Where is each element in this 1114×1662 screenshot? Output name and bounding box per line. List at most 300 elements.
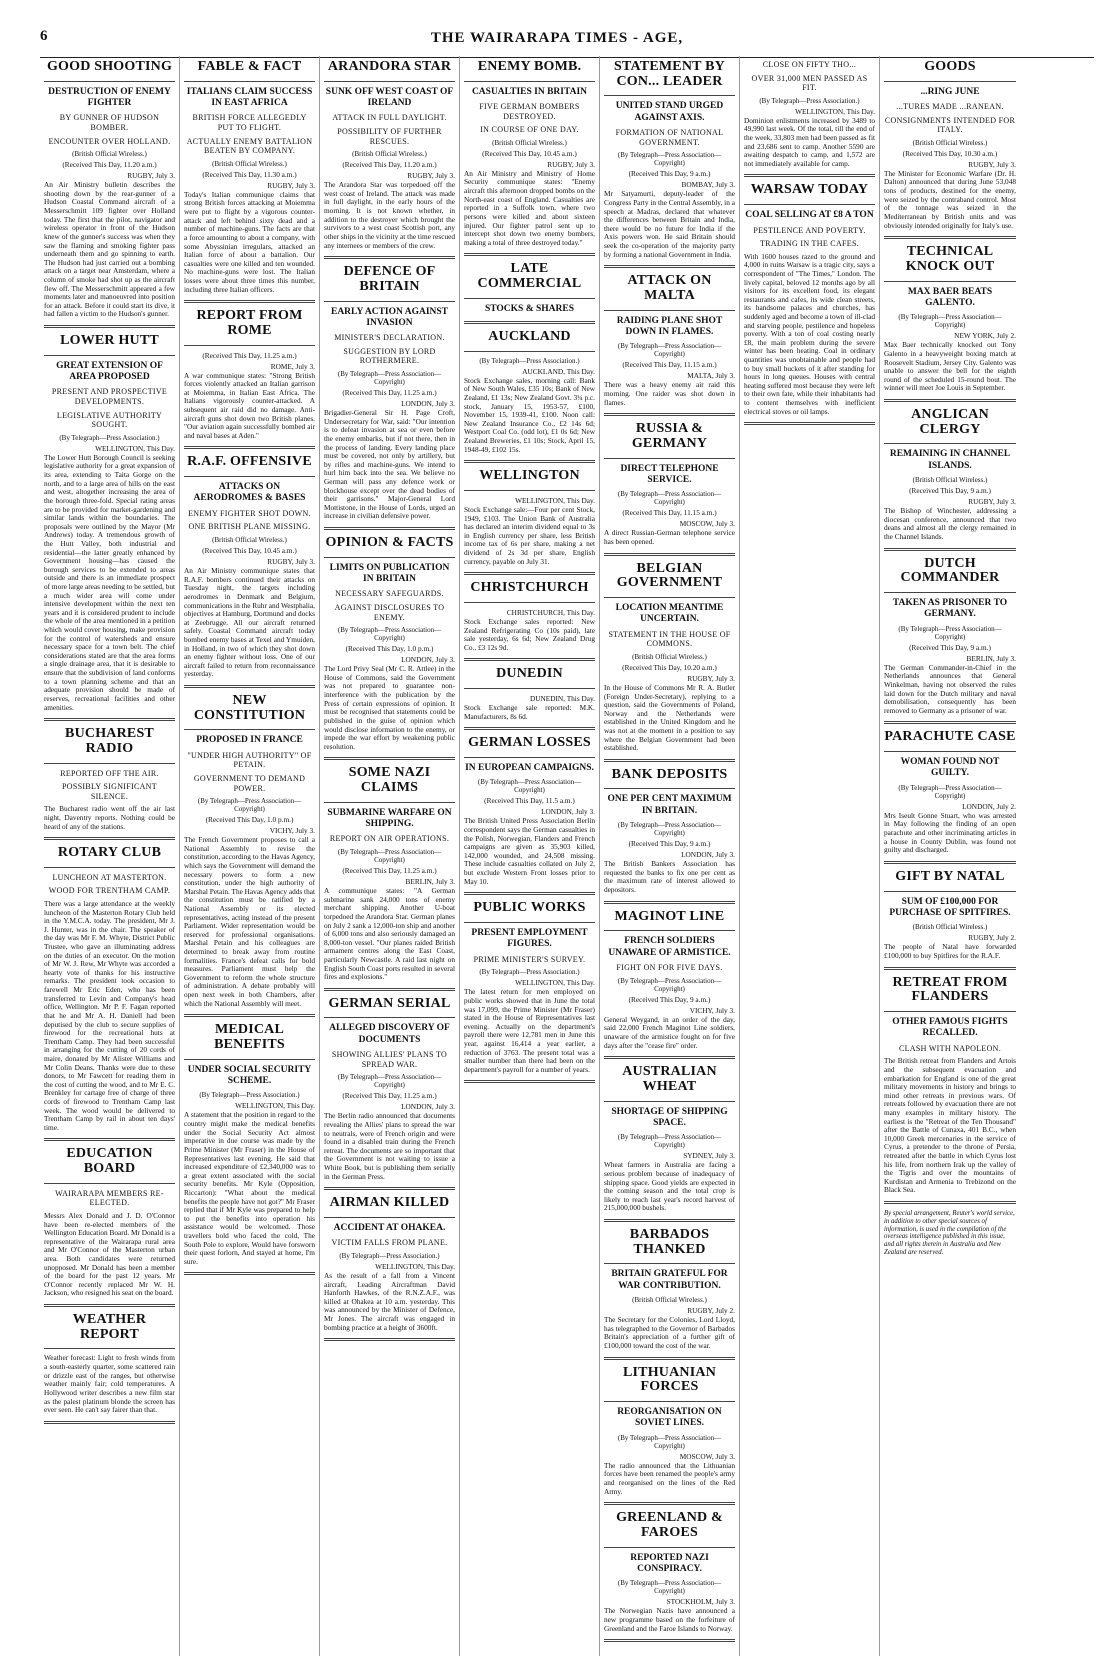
article-source: (British Official Wireless.)	[352, 150, 427, 159]
article-separator	[464, 658, 595, 661]
headline-rule	[884, 1011, 1016, 1012]
article	[324, 766, 455, 981]
article-headline: MEDICAL BENEFITS	[214, 1022, 285, 1052]
article-separator	[44, 1138, 175, 1141]
article	[604, 1511, 735, 1633]
column-6	[740, 56, 880, 1656]
article-headline: PUBLIC WORKS	[473, 900, 586, 916]
article-received: (Received This Day, 9 a.m.)	[909, 486, 991, 496]
article	[464, 736, 595, 886]
headline-rule	[44, 1183, 175, 1184]
article-subheadline: TAKEN AS PRISONER TO GERMANY.	[892, 597, 1008, 620]
article-headline: RUSSIA & GERMANY	[631, 421, 708, 451]
article-separator	[744, 174, 875, 177]
article-deck: STATEMENT IN THE HOUSE OF COMMONS.	[608, 629, 731, 649]
article	[464, 330, 595, 454]
article-deck: REPORTED OFF THE AIR.	[60, 768, 159, 778]
article-source: (British Official Wireless.)	[632, 652, 707, 661]
article-dateline: RUGBY, July 3.	[267, 557, 315, 567]
headline-rule	[324, 301, 455, 302]
article-deck: FIGHT ON FOR FIVE DAYS.	[616, 963, 723, 973]
article-headline: RETREAT FROM FLANDERS	[892, 974, 1008, 1005]
article-body: Mrs Iseult Gonne Stuart, who was arrested in May following the finding of an open parachute and other incriminating articles in a house in County Dublin, was found not guilty and discharged.	[884, 810, 1016, 855]
article-source: (By Telegraph—Press Association—Copyright)	[197, 797, 302, 814]
article-headline: TECHNICAL KNOCK OUT	[905, 244, 995, 274]
article-headline: LOWER HUTT	[60, 333, 159, 348]
article-separator	[744, 422, 875, 425]
article-headline: EDUCATION BOARD	[66, 1146, 153, 1177]
headline-rule	[464, 490, 595, 491]
headline-rule	[184, 476, 315, 477]
article-body: The people of Natal have forwarded £100,000 to buy Spitfires for the R.A.F.	[884, 942, 1016, 960]
article-body: Weather forecast: Light to fresh winds from a south-easterly quarter, some scattered rain or drizzle east of the ranges, but otherwise weather mainly fair; cold temperatures. A Hollywood writer describes a new film star as the palest platinum blonde the screen has ever seen. He can't say fairer than that.	[44, 1353, 175, 1415]
article-received: (Received This Day, 11.15 a.m.)	[622, 508, 717, 518]
article-separator	[324, 757, 455, 760]
article-source: (By Telegraph—Press Association—Copyright)	[617, 1133, 722, 1150]
article-dateline: RUGBY, July 3.	[127, 171, 175, 181]
article-body: The latest return for men employed on public works showed that in June the total was 17,099, the Prime Minister (Mr Fraser) stated in the House of Representatives last evening. Actually on the department's payroll there were 12,781 men in June this year, against 16,414 a year earlier, a reduction of 3763. The present total was a smaller number than there had been on the department's payroll for a number of years.	[464, 987, 595, 1074]
article-headline: REPORT FROM ROME	[196, 308, 303, 338]
article-source: (By Telegraph—Press Association—Copyright)	[337, 370, 442, 387]
article-headline: BUCHAREST RADIO	[65, 726, 154, 756]
article-body: The Berlin radio announced that documents revealing the Allies' plans to spread the war to neutrals, were of French origin and were found in a disabled train during the French retreat. The documents are so important that the Government is not waiting to issue a White Book, but is publishing them serially in the German Press.	[324, 1111, 455, 1181]
article-deck: ATTACK IN FULL DAYLIGHT.	[332, 113, 447, 123]
article-headline: AUCKLAND	[488, 329, 571, 345]
article-source: (British Official Wireless.)	[632, 1296, 707, 1305]
article-dateline: NEW YORK, July 2.	[954, 331, 1016, 341]
article-body: Mr Satyamurti, deputy-leader of the Congress Party in the Central Assembly, in a speech at Madras, declared that whatever the differences between Britain and India, there would be no future for India if the Axis powers won. He said Britain should seek the co-operation of the majority party by forming a national Government in India.	[604, 189, 735, 259]
article-separator	[884, 967, 1016, 970]
article-body: Messrs Alex Donald and J. D. O'Connor have been re-elected members of the Wellington Education Board. Mr Donald is a representative of the Wairarapa rural area and Mr O'Connor of the Masterton urban area. Both candidates were returned unopposed. Mr Donald has been a member of the board for the past 12 years. Mr O'Connor recently replaced Mr W. H. Jackson, who resigned his seat on the board.	[44, 1211, 175, 1298]
article-body: The Arandora Star was torpedoed off the west coast of Ireland. The attack was made in full daylight, in the early hours of the morning. It is not known whether, in addition to the destroyer which brought the survivors to a west coast Scottish port, any other ships in the vicinity at the time rescued any internees or members of the crew.	[324, 180, 455, 250]
article-deck: CLASH WITH NAPOLEON.	[898, 1043, 1002, 1053]
headline-rule	[464, 688, 595, 689]
article-deck-secondary: WOOD FOR TRENTHAM CAMP.	[48, 886, 171, 896]
article-source: (By Telegraph—Press Association.)	[59, 433, 160, 442]
article-received: (Received This Day, 9 a.m.)	[628, 839, 711, 849]
article-deck: "UNDER HIGH AUTHORITY" OF PETAIN.	[187, 750, 312, 770]
article-dateline: LONDON, July 3.	[401, 399, 455, 409]
article-deck-secondary: AGAINST DISCLOSURES TO ENEMY.	[334, 603, 445, 622]
article-dateline: WELLINGTON, This Day.	[515, 495, 595, 505]
article-separator	[44, 325, 175, 328]
headline-rule	[884, 891, 1016, 892]
headline-rule	[604, 310, 735, 311]
article-body: The radio announced that the Lithuanian forces have been renamed the people's army and reorganised on the lines of the Red Army.	[604, 1460, 735, 1496]
article-separator	[324, 1338, 455, 1341]
column-4	[460, 56, 600, 1656]
article-deck: PRIME MINISTER'S SURVEY.	[473, 954, 586, 964]
headline-rule	[884, 281, 1016, 282]
article-source: (By Telegraph—Press Association—Copyright)	[617, 821, 722, 838]
headline-rule	[184, 345, 315, 346]
article-received: (Received This Day, 11.25 a.m.)	[342, 1091, 437, 1101]
article	[324, 997, 455, 1182]
article-dateline: RUGBY, July 2.	[968, 933, 1016, 943]
article-subheadline: SHORTAGE OF SHIPPING SPACE.	[611, 1106, 728, 1128]
article	[604, 1065, 735, 1213]
article	[464, 667, 595, 721]
article-subheadline: REPORTED NAZI CONSPIRACY.	[630, 1552, 709, 1574]
article	[604, 562, 735, 753]
article-separator	[604, 553, 735, 556]
article-deck-secondary: CONSIGNMENTS INTENDED FOR ITALY.	[884, 115, 1016, 135]
article-body: The Lord Privy Seal (Mr C. R. Attlee) in the House of Commons, said the Government was not prepared to guarantee non-interference with the publication by the Press of certain expressions of opinion. It must be recognised that statements could be published in the guise of opinion which would disclose information to the enemy, or impede the war effort by weakening public resolution.	[324, 664, 455, 751]
headline-rule	[464, 351, 595, 352]
article-dateline: BOMBAY, July 3.	[681, 180, 735, 190]
article-separator	[604, 1502, 735, 1505]
article	[44, 727, 175, 831]
headline-rule	[324, 802, 455, 803]
article-separator	[184, 446, 315, 449]
column-7	[880, 56, 1020, 1656]
article	[44, 334, 175, 712]
article-headline: LATE COMMERCIAL	[477, 261, 582, 292]
article-received: (Received This Day, 9 a.m.)	[628, 994, 711, 1004]
article-deck-secondary: POSSIBLY SIGNIFICANT SILENCE.	[62, 782, 157, 801]
article-deck-secondary: SUGGESTION BY LORD ROTHERMERE.	[343, 346, 436, 366]
article-separator	[604, 1219, 735, 1222]
article-headline: BARBADOS THANKED	[629, 1227, 710, 1257]
article-received: (Received This Day, 11.25 a.m.)	[342, 866, 437, 876]
article-dateline: VICHY, July 3.	[269, 826, 315, 836]
article-subheadline: DIRECT TELEPHONE SERVICE.	[620, 463, 719, 485]
article-separator	[184, 1272, 315, 1275]
article	[604, 1228, 735, 1351]
article-dateline: RUGBY, July 3.	[547, 159, 595, 169]
article	[464, 581, 595, 652]
article-dateline: LONDON, July 2.	[962, 801, 1016, 811]
article-headline: DUNEDIN	[496, 666, 563, 682]
article-source: (British Official Wireless.)	[912, 923, 988, 932]
article-source: (By Telegraph—Press Association.)	[479, 968, 580, 977]
headline-rule	[744, 204, 875, 205]
article-dateline: MALTA, July 3.	[687, 371, 735, 381]
article-dateline: WELLINGTON, This Day.	[235, 1101, 315, 1111]
article-headline: GOOD SHOOTING	[46, 59, 173, 74]
article-dateline: LONDON, July 3.	[401, 655, 455, 665]
article-body: Stock Exchange sales reported: New Zealand Refrigerating Co (10s paid), late sale yesterday, 6s 6d; New Zealand Drug Co., £3 12s 9d.	[464, 616, 595, 652]
article-headline: GOODS	[924, 59, 976, 74]
article-body: Stock Exchange sales, morning call: Bank of New South Wales, £35 10s; Bank of New Zealand, £1 13s; New Zealand Govt. 3¼ p.c. stock, January 15, 1953-57, £100, November 15, 1939-41, £100. Noon call: New Zealand Insurance Co., £2 14s 6d; Westport Coal Co. (odd lot), £1 0s 6d; New Zealand Breweries, £1 10s; Stock, April 15, 1948-49, £102 15s.	[464, 375, 595, 454]
masthead	[0, 0, 1114, 48]
article-source: (By Telegraph—Press Association—Copyright)	[898, 313, 1002, 330]
article-headline: ANGLICAN CLERGY	[911, 406, 989, 437]
article-headline: SOME NAZI CLAIMS	[348, 765, 431, 796]
article-body: An Air Ministry and Ministry of Home Security communique states: "Enemy aircraft this afternoon dropped bombs on the North-east coast of England. Casualties are reported in a Suffolk town, where two persons were killed and about sixteen injured. Our fighter patrol sent up to intercept shot down two enemy bombers, making a total of three destroyed today."	[464, 168, 595, 247]
article-body: Max Baer technically knocked out Tony Galento in a heavyweight boxing match at Roosevelt Stadium, Jersey City. Galento was unable to answer the bell for the eighth round of the scheduled 15-round bout. The winner will meet Joe Louis in September.	[884, 340, 1016, 393]
article	[604, 422, 735, 546]
article-deck: WAIRARAPA MEMBERS RE-ELECTED.	[55, 1188, 164, 1208]
article-separator	[324, 256, 455, 259]
article-body: The British Bankers Association has requested the banks to fix one per cent as the maximum rate of interest allowed to depositors.	[604, 859, 735, 895]
article-headline: ROTARY CLUB	[57, 845, 162, 861]
headline-rule	[44, 1348, 175, 1349]
article-subheadline: CASUALTIES IN BRITAIN	[471, 86, 588, 97]
article-separator	[464, 460, 595, 463]
headline-rule	[44, 867, 175, 868]
article-deck: VICTIM FALLS FROM PLANE.	[331, 1238, 448, 1248]
article-headline: DEFENCE OF BRITAIN	[343, 264, 436, 294]
article-headline: BELGIAN GOVERNMENT	[616, 560, 723, 591]
article-source: (British Official Wireless.)	[912, 476, 988, 485]
article-source: (By Telegraph—Press Association.)	[199, 1091, 300, 1100]
article-subheadline: EARLY ACTION AGAINST INVASION	[330, 306, 449, 328]
article-subheadline: COAL SELLING AT £8 A TON	[745, 210, 874, 221]
article-separator	[604, 413, 735, 416]
article-deck: REPORT ON AIR OPERATIONS.	[329, 834, 450, 844]
article	[884, 730, 1016, 855]
article	[884, 408, 1016, 542]
headline-rule	[604, 930, 735, 931]
article-deck: NECESSARY SAFEGUARDS.	[335, 589, 444, 599]
reuters-notice: By special arrangement, Reuter's world service, in addition to other special sources of information, is used in the compilation of the overseas intelligence published in this issue, and all rights therein in Australia and New Zealand are reserved.	[884, 1210, 1015, 1257]
article-source: (By Telegraph—Press Association—Copyright)	[337, 1073, 442, 1090]
article-deck-secondary: LEGISLATIVE AUTHORITY SOUGHT.	[56, 410, 163, 430]
article-headline: MAGINOT LINE	[614, 908, 725, 924]
article-headline: ARANDORA STAR	[327, 59, 452, 74]
article-body: The Bishop of Winchester, addressing a diocesan conference, announced that two deans and almost all the clergy remained in the Channel Islands.	[884, 506, 1016, 541]
article-source: (By Telegraph—Press Association—Copyright)	[477, 778, 582, 795]
headline-rule	[884, 751, 1016, 752]
article-body: A direct Russian-German telephone service has been opened.	[604, 528, 735, 546]
article-separator	[464, 892, 595, 895]
article-subheadline: MAX BAER BEATS GALENTO.	[907, 286, 993, 308]
article-headline: AIRMAN KILLED	[329, 1195, 450, 1211]
article-separator	[464, 572, 595, 575]
article-deck: PESTILENCE AND POVERTY.	[753, 225, 866, 235]
article-source: (By Telegraph—Press Association—Copyright)	[617, 1579, 722, 1596]
article-dateline: LONDON, July 3.	[681, 850, 735, 860]
article-source: (By Telegraph—Press Association.)	[479, 356, 580, 365]
article-dateline: RUGBY, July 3.	[407, 171, 455, 181]
headline-rule	[604, 1401, 735, 1402]
article	[464, 469, 595, 566]
headline-rule	[464, 757, 595, 758]
article-subheadline: SUNK OFF WEST COAST OF IRELAND	[325, 86, 454, 109]
article	[604, 274, 735, 407]
article-source: (British Official Wireless.)	[212, 159, 287, 168]
article-separator	[604, 1639, 735, 1642]
article-subheadline: FRENCH SOLDIERS UNAWARE OF ARMISTICE.	[608, 936, 731, 958]
article-headline: AUSTRALIAN WHEAT	[622, 1064, 717, 1094]
article-body: An Air Ministry bulletin describes the shooting down by the rear-gunner of a Hudson Coastal Command aircraft of a Messerschmitt 109 fighter over Holland today. The first that the pilot, navigator and wireless operator in front of the Hudson knew of the gunner's success was when they saw the flaming and smoking fighter pass underneath them and go spinning to earth. The Hudson had just carried out a bombing attack on a target near Amsterdam, where a column of smoke had shot up as the aircraft flew off. The Messerschmitt appeared a few moments later and manoeuvred into position for an attack. Before it could start its dive, it had fallen a victim to the Hudson's gunner.	[44, 180, 175, 319]
article-source: (By Telegraph—Press Association—Copyright)	[898, 624, 1002, 641]
article-deck: ...TURES MADE ...RANEAN.	[896, 102, 1004, 112]
column-5	[600, 56, 740, 1656]
article-subheadline: ALLEGED DISCOVERY OF DOCUMENTS	[329, 1023, 450, 1045]
article-headline: PARACHUTE CASE	[884, 729, 1016, 745]
headline-rule	[884, 81, 1016, 82]
article-subheadline: DESTRUCTION OF ENEMY FIGHTER	[48, 86, 171, 109]
article-dateline: RUGBY, July 2.	[687, 1306, 735, 1316]
article-subheadline: UNDER SOCIAL SECURITY SCHEME.	[187, 1064, 312, 1087]
article-separator	[184, 685, 315, 688]
columns-container	[40, 56, 1110, 1656]
article	[184, 455, 315, 679]
article-dateline: RUGBY, July 3.	[968, 497, 1016, 507]
article-separator	[464, 321, 595, 324]
article-body: As the result of a fall from a Vincent aircraft, Leading Aircraftman David Hanforth Hawkes, of the R.N.Z.A.F., was killed at Ohakea at 10 a.m. yesterday. This was announced by the Minister of Defence, Mr Jones. The aircraft was engaged in bombing practice at a height of 3600ft.	[324, 1270, 455, 1332]
article-dateline: WELLINGTON, This Day.	[95, 443, 175, 453]
article-received: (Received This Day, 11.15 a.m.)	[622, 360, 717, 370]
article-headline: ATTACK ON MALTA	[627, 273, 712, 303]
article-subheadline: LIMITS ON PUBLICATION IN BRITAIN	[329, 562, 450, 585]
article-dateline: SYDNEY, July 3.	[683, 1151, 735, 1161]
article-dateline: VICHY, July 3.	[689, 1005, 735, 1015]
article-separator	[44, 718, 175, 721]
article-dateline: WELLINGTON, This Day.	[795, 106, 875, 116]
article-dateline: MOSCOW, July 3.	[679, 519, 735, 529]
article-separator	[604, 901, 735, 904]
article-separator	[324, 527, 455, 530]
article-dateline: LONDON, July 3.	[401, 1102, 455, 1112]
headline-rule	[324, 81, 455, 82]
article	[324, 60, 455, 250]
article	[884, 245, 1016, 393]
article-subheadline: ITALIANS CLAIM SUCCESS IN EAST AFRICA	[186, 86, 313, 109]
article-source: (By Telegraph—Press Association—Copyright)	[337, 848, 442, 865]
headline-rule	[324, 1017, 455, 1018]
article	[184, 60, 315, 294]
article-separator	[184, 300, 315, 303]
article	[744, 183, 875, 416]
article	[884, 557, 1016, 716]
article-headline: NEW CONSTITUTION	[193, 692, 306, 723]
article-deck-secondary: ENCOUNTER OVER HOLLAND.	[48, 136, 171, 146]
article-headline: GIFT BY NATAL	[895, 868, 1005, 884]
article-separator	[884, 548, 1016, 551]
article-dateline: ROME, July 3.	[270, 361, 315, 371]
article-body: In the House of Commons Mr R. A. Butler (Foreign Under-Secretary), replying to a question, said the Governments of Poland, Norway and the Netherlands were established in the United Kingdom and he was not at the moment in a position to say where the Belgian Government had been established.	[604, 682, 735, 753]
article	[884, 976, 1016, 1196]
headline-rule	[464, 602, 595, 603]
article-received: (Received This Day, 9 a.m.)	[909, 642, 991, 652]
article-separator	[464, 1080, 595, 1083]
article-received: (Received This Day, 11.20 a.m.)	[62, 160, 157, 170]
page-number: 6	[40, 28, 48, 44]
article-subheadline: RAIDING PLANE SHOT DOWN IN FLAMES.	[616, 315, 723, 337]
article-subheadline: PRESENT EMPLOYMENT FIGURES.	[471, 927, 588, 950]
headline-rule	[184, 729, 315, 730]
headline-rule	[884, 443, 1016, 444]
article-received: (Received This Day, 10.30 a.m.)	[902, 148, 998, 158]
article-headline: GERMAN LOSSES	[468, 735, 591, 751]
article-received: (Received This Day, 10.45 a.m.)	[202, 546, 297, 556]
article-separator	[464, 727, 595, 730]
article-dateline: RUGBY, July 3.	[968, 159, 1016, 169]
article-headline: WELLINGTON	[479, 468, 580, 484]
article-separator	[604, 759, 735, 762]
article-dateline: BERLIN, July 3.	[405, 877, 455, 887]
article-body: The Minister for Economic Warfare (Dr. H. Dalton) announced that during June 53,048 tons of products, destined for the enemy, were seized by the contraband control. Most of the tonnage was seized in the Mediterranean by British units and was obviously intended originally for Italy's use.	[884, 168, 1016, 230]
headline-rule	[604, 788, 735, 789]
article-body: General Weygand, in an order of the day, said 22,000 French Maginot Line soldiers, unaware of the armistice fought on for five days after the "cease fire" order.	[604, 1014, 735, 1050]
column-1	[40, 56, 180, 1656]
article-subheadline: PROPOSED IN FRANCE	[196, 735, 303, 746]
article-dateline: BERLIN, July 3.	[966, 653, 1016, 663]
article-received: (Received This Day, 10.45 a.m.)	[482, 148, 577, 158]
headline-rule	[44, 355, 175, 356]
article-deck-secondary: IN COURSE OF ONE DAY.	[480, 125, 579, 135]
article-subheadline: REMAINING IN CHANNEL ISLANDS.	[889, 449, 1011, 471]
article-dateline: STOCKHOLM, July 3.	[666, 1597, 735, 1607]
article	[884, 60, 1016, 230]
article-subheadline: REORGANISATION ON SOVIET LINES.	[617, 1406, 722, 1429]
article-deck: PRESENT AND PROSPECTIVE DEVELOPMENTS.	[51, 387, 168, 407]
article-subheadline: ACCIDENT AT OHAKEA.	[333, 1223, 446, 1233]
headline-rule	[184, 1059, 315, 1060]
article-separator	[324, 988, 455, 991]
article-subheadline: OTHER FAMOUS FIGHTS RECALLED.	[892, 1016, 1008, 1039]
article-received: (Received This Day, 11.30 a.m.)	[202, 169, 297, 179]
article-source: (British Official Wireless.)	[492, 138, 567, 147]
article	[464, 262, 595, 315]
headline-rule	[464, 298, 595, 299]
newspaper-title: THE WAIRARAPA TIMES - AGE,	[430, 30, 684, 46]
column-2	[180, 56, 320, 1656]
article-deck: BRITISH FORCE ALLEGEDLY PUT TO FLIGHT.	[192, 113, 307, 133]
article	[604, 60, 735, 259]
article	[44, 60, 175, 319]
article-deck-secondary: OVER 31,000 MEN PASSED AS FIT.	[751, 73, 868, 93]
article	[324, 536, 455, 751]
article	[464, 60, 595, 247]
article-deck-secondary: ACTUALLY ENEMY BATTALION BEATEN BY COMPANY.	[186, 136, 313, 156]
article-separator	[184, 1014, 315, 1017]
article	[884, 870, 1016, 961]
article-subheadline: STOCKS & SHARES	[484, 303, 575, 314]
article-body: A statement that the position in regard to the country might make the medical benefits under the Social Security Act almost imperative in due course was made by the Prime Minister (Mr Fraser) in the House of Representatives last evening. He said that increased expenditure of £2,340,000 was to a great extent associated with the social security benefits. Mr Kyle (Opposition, Riccarton): "What about the medical benefits the people have not got?" Mr Fraser replied that if Mr Kyle was prepared to help to put the benefits into operation his assistance would be welcomed. Those travellers bold who faced the cold, The South Pole to explore, Would have forsworn their quest forlorn, And stayed at home, I'm sure.	[184, 1110, 315, 1266]
article-subheadline: SUM OF £100,000 FOR PURCHASE OF SPITFIRES.	[889, 896, 1011, 918]
article-received: (Received This Day, 11.5 a.m.)	[484, 796, 575, 806]
headline-rule	[604, 458, 735, 459]
headline-rule	[464, 922, 595, 923]
article-separator	[884, 861, 1016, 864]
article-body: There was a heavy enemy air raid this morning. One raider was shot down in flames.	[604, 380, 735, 407]
article	[324, 1196, 455, 1332]
article-headline: STATEMENT BY CON... LEADER	[614, 59, 725, 89]
article-deck: MINISTER'S DECLARATION.	[334, 333, 445, 343]
article-source: (By Telegraph—Press Association.)	[759, 96, 860, 105]
article-body: The Norwegian Nazis have announced a new programme based on the forfeiture of Greenland and the Faroe Islands to Norway.	[604, 1606, 735, 1633]
headline-rule	[884, 592, 1016, 593]
article-separator	[44, 837, 175, 840]
article-source: (By Telegraph—Press Association—Copyright)	[617, 151, 722, 168]
article-subheadline: UNITED STAND URGED AGAINST AXIS.	[615, 101, 724, 123]
article-deck: ENEMY FIGHTER SHOT DOWN.	[188, 508, 311, 518]
article-dateline: RUGBY, July 3.	[687, 673, 735, 683]
article-body: The British retreat from Flanders and Artois and the subsequent evacuation and embarkation for England is one of the great military movements in history and brings to mind other retreats in previous wars. Of retreats followed by evacuation there are not many examples in military history. The earliest is the "Retreat of the Ten Thousand" after the Battle of Cunaxa, 401 B.C., when 10,000 Greek mercenaries in the service of Cyrus, a pretender to the throne of Persia, retreated after the battle in which Cyrus lost his life, from northern Irak up the valley of the Tigris and over the mountains of Kurdistan and Armenia to Trebizond on the Black Sea.	[884, 1056, 1016, 1195]
article-separator	[464, 253, 595, 256]
article-received: (Received This Day, 9 a.m.)	[628, 169, 711, 179]
article	[744, 60, 875, 168]
article-subheadline: WOMAN FOUND NOT GUILTY.	[900, 757, 1000, 779]
headline-rule	[44, 81, 175, 82]
article-body: Stock Exchange sale:—Four per cent Stock, 1949, £103. The Union Bank of Australia has declared an interim dividend equal to 3s in English currency per share, less British income tax of 6s per share, making a net dividend of 2s 3d per share, English currency, payable on July 31.	[464, 504, 595, 566]
article-dateline: LONDON, July 3.	[541, 807, 595, 817]
article-headline: BANK DEPOSITS	[611, 766, 728, 782]
article-dateline: DUNEDIN, This Day.	[529, 694, 595, 704]
article	[184, 309, 315, 440]
article-received: (Received This Day, 11.25 a.m.)	[342, 388, 437, 398]
article-deck: CLOSE ON FIFTY THO...	[762, 60, 857, 69]
article-source: (By Telegraph—Press Association.)	[339, 1251, 440, 1260]
article-deck-secondary: POSSIBILITY OF FURTHER RESCUES.	[337, 127, 442, 146]
article-body: An Air Ministry communique states that R.A.F. bombers continued their attacks on Tuesday night, the targets including aerodromes in Denmark and Belgium, communications in the Ruhr and Westphalia, objectives at Hamburg, Dortmund and docks at Zeebrugge. All our aircraft returned safely. Coastal Command aircraft today bombed enemy bases at Texel and Ymuiden, in Holland, in two of which they shot down an enemy fighter without loss. One of our aircraft failed to return from reconnaissance yesterday.	[184, 566, 316, 679]
article-body: With 1600 houses razed to the ground and 4,000 in ruins Warsaw is a tragic city, says a correspondent of "The Times," London. The lively capital, beloved 12 months ago by all visitors for its excellent food, its elegant restaurants and cafes, its wide clean streets, its handsome palaces and churches, has suddenly aged and become a town of ill-clad and starving people, pestilence and hopeless poverty. With a ton of coal costing nearly £8, the main problem during the severe winter has been heating. Coal in ordinary quantities was unobtainable and people had to buy small buckets of it after standing for hours in long queues. Houses with central heating suffered most because they were left to their own fate, while their inhabitants had to content themselves with inefficient electrical stoves or oil lamps.	[744, 251, 875, 416]
article-subheadline: GREAT EXTENSION OF AREA PROPOSED	[56, 360, 163, 383]
